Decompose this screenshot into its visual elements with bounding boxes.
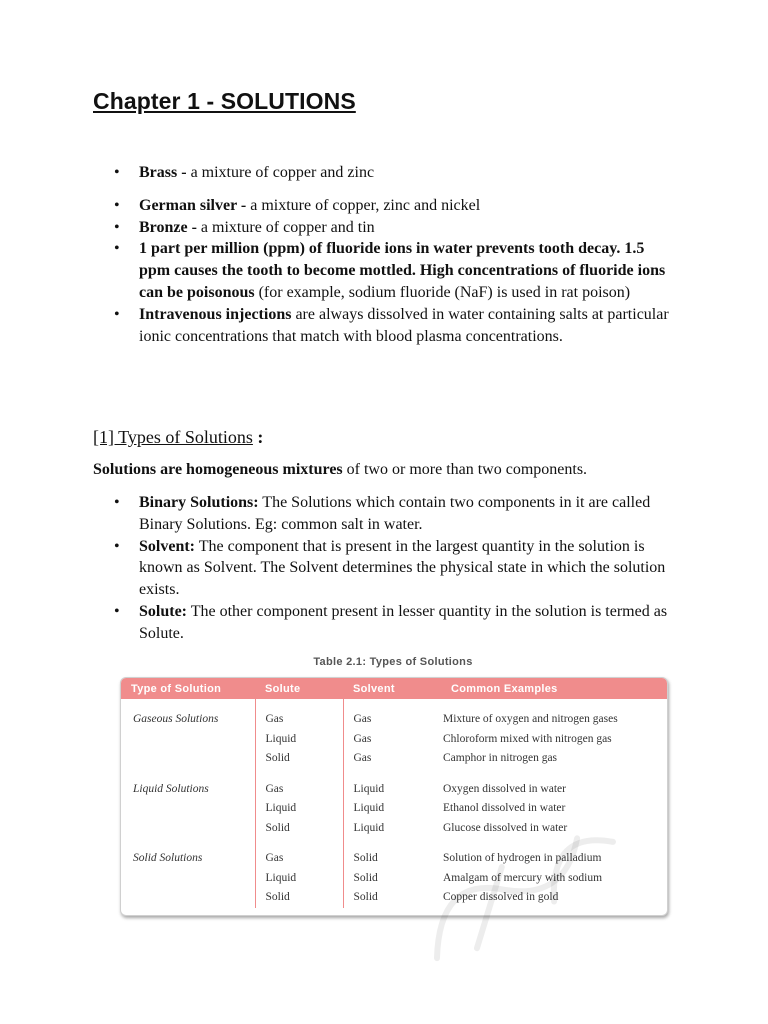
table-header-row xyxy=(121,678,667,699)
cell-solute: Liquid xyxy=(255,799,343,819)
cell-solvent: Solid xyxy=(343,869,433,889)
table-row xyxy=(121,869,667,889)
definition-text: The Solutions which contain two components in it are called Binary Solutions. Eg: common salt in water. xyxy=(139,494,651,533)
table-row xyxy=(121,730,667,750)
section-heading xyxy=(93,427,263,448)
cell-solute: Solid xyxy=(255,888,343,908)
cell-solute: Liquid xyxy=(255,730,343,750)
cell-solvent: Liquid xyxy=(343,799,433,819)
list-item xyxy=(114,217,674,239)
cell-solvent: Gas xyxy=(343,730,433,750)
table-caption: Table 2.1: Types of Solutions xyxy=(313,656,473,668)
cell-type: Gaseous Solutions xyxy=(133,713,219,725)
cell-solute: Gas xyxy=(255,780,343,800)
header-solute: Solute xyxy=(255,678,343,699)
cell-example: Oxygen dissolved in water xyxy=(443,782,566,795)
fact-text: a mixture of copper and zinc xyxy=(190,164,375,181)
cell-example: Solution of hydrogen in palladium xyxy=(443,852,602,864)
chapter-title: Chapter 1 - SOLUTIONS xyxy=(93,88,356,114)
cell-solute: Solid xyxy=(255,819,343,839)
list-item xyxy=(114,162,674,184)
cell-type: Solid Solutions xyxy=(133,852,203,864)
definitions-list xyxy=(114,492,674,645)
fact-text: (for example, sodium fluoride (NaF) is used in rat poison) xyxy=(254,283,631,301)
cell-example: Copper dissolved in gold xyxy=(443,891,559,903)
cell-solute: Gas xyxy=(255,699,343,730)
cell-solvent: Liquid xyxy=(343,780,433,800)
list-item xyxy=(114,195,674,217)
list-item xyxy=(114,492,674,536)
solutions-table xyxy=(120,677,668,916)
fact-term: German silver - xyxy=(139,196,251,214)
list-item xyxy=(114,238,674,303)
definition-term: Solvent: xyxy=(139,537,195,555)
list-item xyxy=(114,536,674,601)
fact-term: Brass - xyxy=(139,164,191,181)
header-solvent: Solvent xyxy=(343,678,433,699)
cell-solute: Solid xyxy=(255,749,343,769)
fact-text: a mixture of copper, zinc and nickel xyxy=(250,196,481,214)
header-examples: Common Examples xyxy=(433,678,667,699)
table-row xyxy=(121,849,667,869)
definition-text: The component that is present in the largest quantity in the solution is known as Solvent. The Solvent determines the physical state in which the solution exists. xyxy=(139,537,666,599)
intro-bold: Solutions are homogeneous mixtures xyxy=(93,461,343,478)
section-heading-colon: : xyxy=(252,427,264,447)
table-row xyxy=(121,780,667,800)
list-item xyxy=(114,304,674,348)
cell-solute: Gas xyxy=(255,849,343,869)
definition-text: The other component present in lesser quantity in the solution is termed as Solute. xyxy=(139,602,668,642)
definition-term: Binary Solutions: xyxy=(139,494,259,511)
header-type: Type of Solution xyxy=(121,678,255,699)
cell-example: Amalgam of mercury with sodium xyxy=(443,871,603,884)
cell-solvent: Solid xyxy=(343,849,433,869)
cell-type: Liquid Solutions xyxy=(133,782,209,795)
table-row xyxy=(121,888,667,908)
cell-example: Mixture of oxygen and nitrogen gases xyxy=(443,713,618,725)
fact-text: are always dissolved in water containing salts at particular ionic concentrations that match with blood plasma concentrations. xyxy=(139,305,669,345)
cell-example: Ethanol dissolved in water xyxy=(443,802,566,814)
facts-list xyxy=(114,162,674,347)
fact-text: a mixture of copper and tin xyxy=(200,218,375,236)
table-row xyxy=(121,799,667,819)
cell-example: Camphor in nitrogen gas xyxy=(443,752,558,764)
cell-solvent: Gas xyxy=(343,699,433,730)
section-heading-text: [1] Types of Solutions xyxy=(93,427,253,447)
fact-term: 1 part per million (ppm) of fluoride ions in water prevents tooth decay. 1.5 ppm causes the tooth to become mottled. High concentrations of fluoride ions can be poisonous xyxy=(139,240,666,301)
cell-example: Chloroform mixed with nitrogen gas xyxy=(443,732,612,745)
intro-text: of two or more than two components. xyxy=(342,461,588,478)
cell-solvent: Solid xyxy=(343,888,433,908)
fact-term: Bronze - xyxy=(139,218,201,236)
section-intro xyxy=(93,459,693,481)
table-row xyxy=(121,699,667,730)
table-row xyxy=(121,819,667,839)
cell-solute: Liquid xyxy=(255,869,343,889)
table-row xyxy=(121,749,667,769)
cell-example: Glucose dissolved in water xyxy=(443,821,568,834)
list-item xyxy=(114,601,674,645)
fact-term: Intravenous injections xyxy=(139,305,292,323)
cell-solvent: Gas xyxy=(343,749,433,769)
definition-term: Solute: xyxy=(139,602,187,620)
cell-solvent: Liquid xyxy=(343,819,433,839)
